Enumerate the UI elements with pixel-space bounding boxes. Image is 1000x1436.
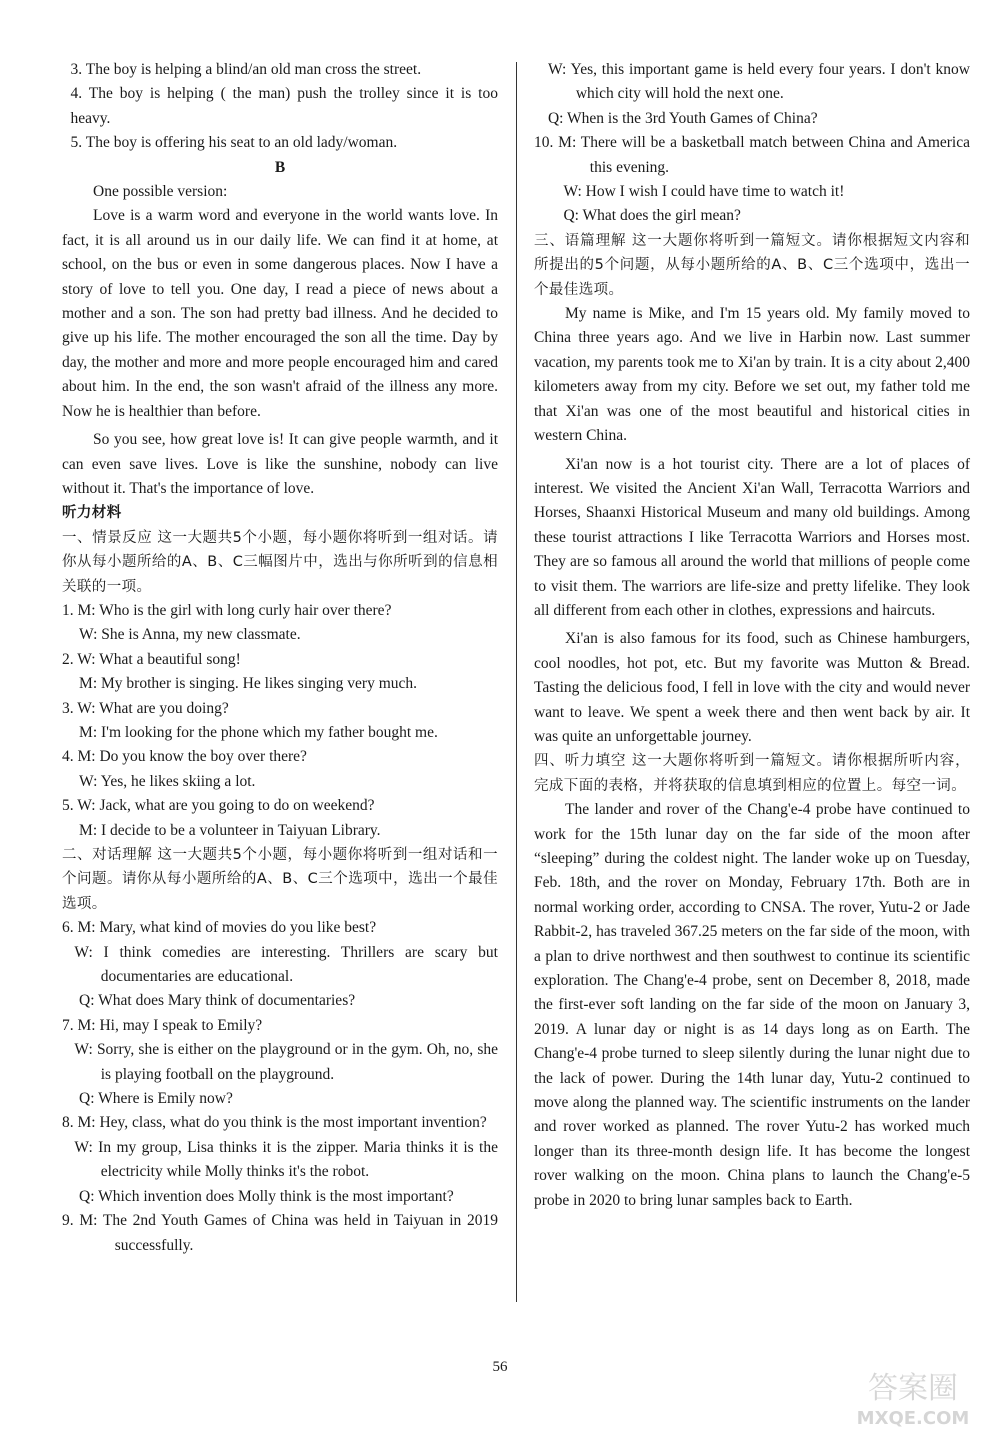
passage-paragraph-2: Xi'an now is a hot tourist city. There are a lot of places of interest. We visited the Ancient Xi'an Wall, Terracotta Warriors and Horses, Shaanxi Historical Museum and many old buildings. Among these tourist attractions I like Terracotta Warriors and Horses most. They are so famous all around the world that millions of people come to visit them. The warriors are life-size and pretty lifelike. They look all different from each other in clothes, expressions and haircuts.: [534, 455, 970, 619]
dialog-3-w: 3. W: What are you doing?: [62, 699, 229, 717]
dialog-6-m: 6. M: Mary, what kind of movies do you like best?: [62, 919, 377, 937]
section-b-heading: B: [274, 158, 286, 176]
left-column: [62, 58, 498, 1258]
part4-instructions: 四、听力填空 这一大题你将听到一篇短文。请你根据所听内容，完成下面的表格，并将获取的信息填到相应的位置上。每空一词。: [534, 753, 970, 794]
part3-instructions: 三、语篇理解 这一大题你将听到一篇短文。请你根据短文内容和所提出的5个问题，从每小题所给的A、B、C三个选项中，选出一个最佳选项。: [534, 232, 970, 298]
watermark-logo: [838, 1362, 988, 1430]
answer-5: 5. The boy is offering his seat to an old lady/woman.: [70, 134, 398, 152]
essay-paragraph-2: So you see, how great love is! It can give people warmth, and it can even save lives. Love is like the sunshine, nobody can live without it. That's the importance of love.: [62, 431, 498, 497]
dialog-10-w: W: How I wish I could have time to watch it!: [563, 183, 845, 201]
passage-paragraph-1: My name is Mike, and I'm 15 years old. My family moved to China three years ago. And we live in Harbin now. Last summer vacation, my parents took me to Xi'an by train. It is a city about 2,400 kilometers away from my city. Before we set out, my father told me that Xi'an was one of the most beautiful and historical cities in western China.: [534, 305, 970, 445]
dialog-10-m: 10. M: There will be a basketball match between China and America this evening.: [534, 134, 970, 176]
dialog-1-m: 1. M: Who is the girl with long curly hair over there?: [62, 601, 392, 619]
version-label: One possible version:: [93, 183, 228, 201]
listening-heading: 听力材料: [62, 505, 122, 522]
answer-4: 4. The boy is helping ( the man) push the trolley since it is too heavy.: [70, 85, 498, 127]
dialog-4-m: 4. M: Do you know the boy over there?: [62, 748, 307, 766]
dialog-8-w: W: In my group, Lisa thinks it is the zipper. Maria thinks it is the electricity while Molly thinks it's the robot.: [74, 1138, 498, 1181]
right-column: [534, 58, 970, 1213]
watermark-text-2: MXQE.COM: [856, 1408, 970, 1429]
dialog-9-q: Q: When is the 3rd Youth Games of China?: [547, 109, 818, 127]
answer-3: 3. The boy is helping a blind/an old man cross the street.: [70, 61, 422, 78]
dialog-6-w: W: I think comedies are interesting. Thrillers are scary but documentaries are educational.: [74, 943, 498, 986]
dialog-7-q: Q: Where is Emily now?: [79, 1090, 233, 1108]
dialog-8-m: 8. M: Hey, class, what do you think is the most important invention?: [62, 1114, 487, 1132]
dialog-9-m: 9. M: The 2nd Youth Games of China was held in Taiyuan in 2019 successfully.: [62, 1212, 498, 1254]
dialog-5-w: 5. W: Jack, what are you going to do on weekend?: [62, 797, 375, 815]
passage-paragraph-3: Xi'an is also famous for its food, such as Chinese hamburgers, cool noodles, hot pot, etc. But my favorite was Mutton & Bread. Tasting the delicious food, I fell in love with the city and would never want to leave. We spent a week there and then went back by air. It was quite an unforgettable journey.: [534, 630, 970, 745]
essay-paragraph-1: Love is a warm word and everyone in the world wants love. In fact, it is all around us in our daily life. We can find it at home, at school, on the bus or even in some dangerous places. Now I have a story of love to tell you. One day, I read a piece of news about a mother and a son. The son had pretty bad illness. And he decided to give up his life. The mother encouraged the son all the time. Day by day, the mother and more and more people encouraged him and cared about him. In the end, the son wasn't afraid of the illness any more. Now he is healthier than before.: [62, 207, 498, 420]
dialog-1-w: W: She is Anna, my new classmate.: [79, 626, 301, 644]
dialog-8-q: Q: Which invention does Molly think is the most important?: [79, 1187, 454, 1205]
dialog-3-m: M: I'm looking for the phone which my father bought me.: [79, 723, 438, 741]
dialog-4-w: W: Yes, he likes skiing a lot.: [79, 772, 256, 790]
dialog-6-q: Q: What does Mary think of documentaries?: [79, 992, 356, 1010]
part2-instructions: 二、对话理解 这一大题共5个小题，每小题你将听到一组对话和一个问题。请你从每小题所给的A、B、C三个选项中，选出一个最佳选项。: [62, 847, 498, 912]
watermark-text-1: 答案圈: [868, 1371, 958, 1406]
page-number: 56: [492, 1359, 508, 1375]
part1-instructions: 一、情景反应 这一大题共5个小题，每小题你将听到一组对话。请你从每小题所给的A、B、C三幅图片中，选出与你所听到的信息相关联的一项。: [62, 529, 498, 595]
dialog-7-m: 7. M: Hi, may I speak to Emily?: [62, 1016, 263, 1034]
dialog-2-w: 2. W: What a beautiful song!: [62, 650, 241, 668]
column-divider: [516, 62, 517, 1302]
dialog-5-m: M: I decide to be a volunteer in Taiyuan Library.: [79, 821, 381, 839]
passage-paragraph-4: The lander and rover of the Chang'e-4 probe have continued to work for the 15th lunar day on the far side of the moon after “sleeping” during the coldest night. The lander woke up on Tuesday, Feb. 18th, and the rover on Monday, February 17th. Both are in normal working order, according to CNSA. The rover, Yutu-2 or Jade Rabbit-2, has traveled 367.25 meters on the far side of the moon, with a plan to drive northwest and then southwest to continue its scientific exploration. The Chang'e-4 probe, sent on December 8, 2018, made the first-ever soft landing on the far side of the moon on January 3, 2019. A lunar day or night is as 14 days long as on Earth. The Chang'e-4 probe turned to sleep silently during the lunar night due to the lack of power. During the 14th lunar day, Yutu-2 continued to move along the planned way. The scientific instruments on the lander and rover worked as planned. The rover Yutu-2 has worked much longer than its three-month design life. It has become the longest rover walking on the moon. China plans to launch the Chang'e-5 probe in 2020 to bring lunar samples back to Earth.: [534, 801, 970, 1209]
dialog-7-w: W: Sorry, she is either on the playground or in the gym. Oh, no, she is playing football on the playground.: [74, 1041, 498, 1083]
dialog-10-q: Q: What does the girl mean?: [563, 207, 741, 225]
dialog-9-w: W: Yes, this important game is held every four years. I don't know which city will hold the next one.: [547, 61, 970, 103]
dialog-2-m: M: My brother is singing. He likes singing very much.: [79, 675, 418, 693]
